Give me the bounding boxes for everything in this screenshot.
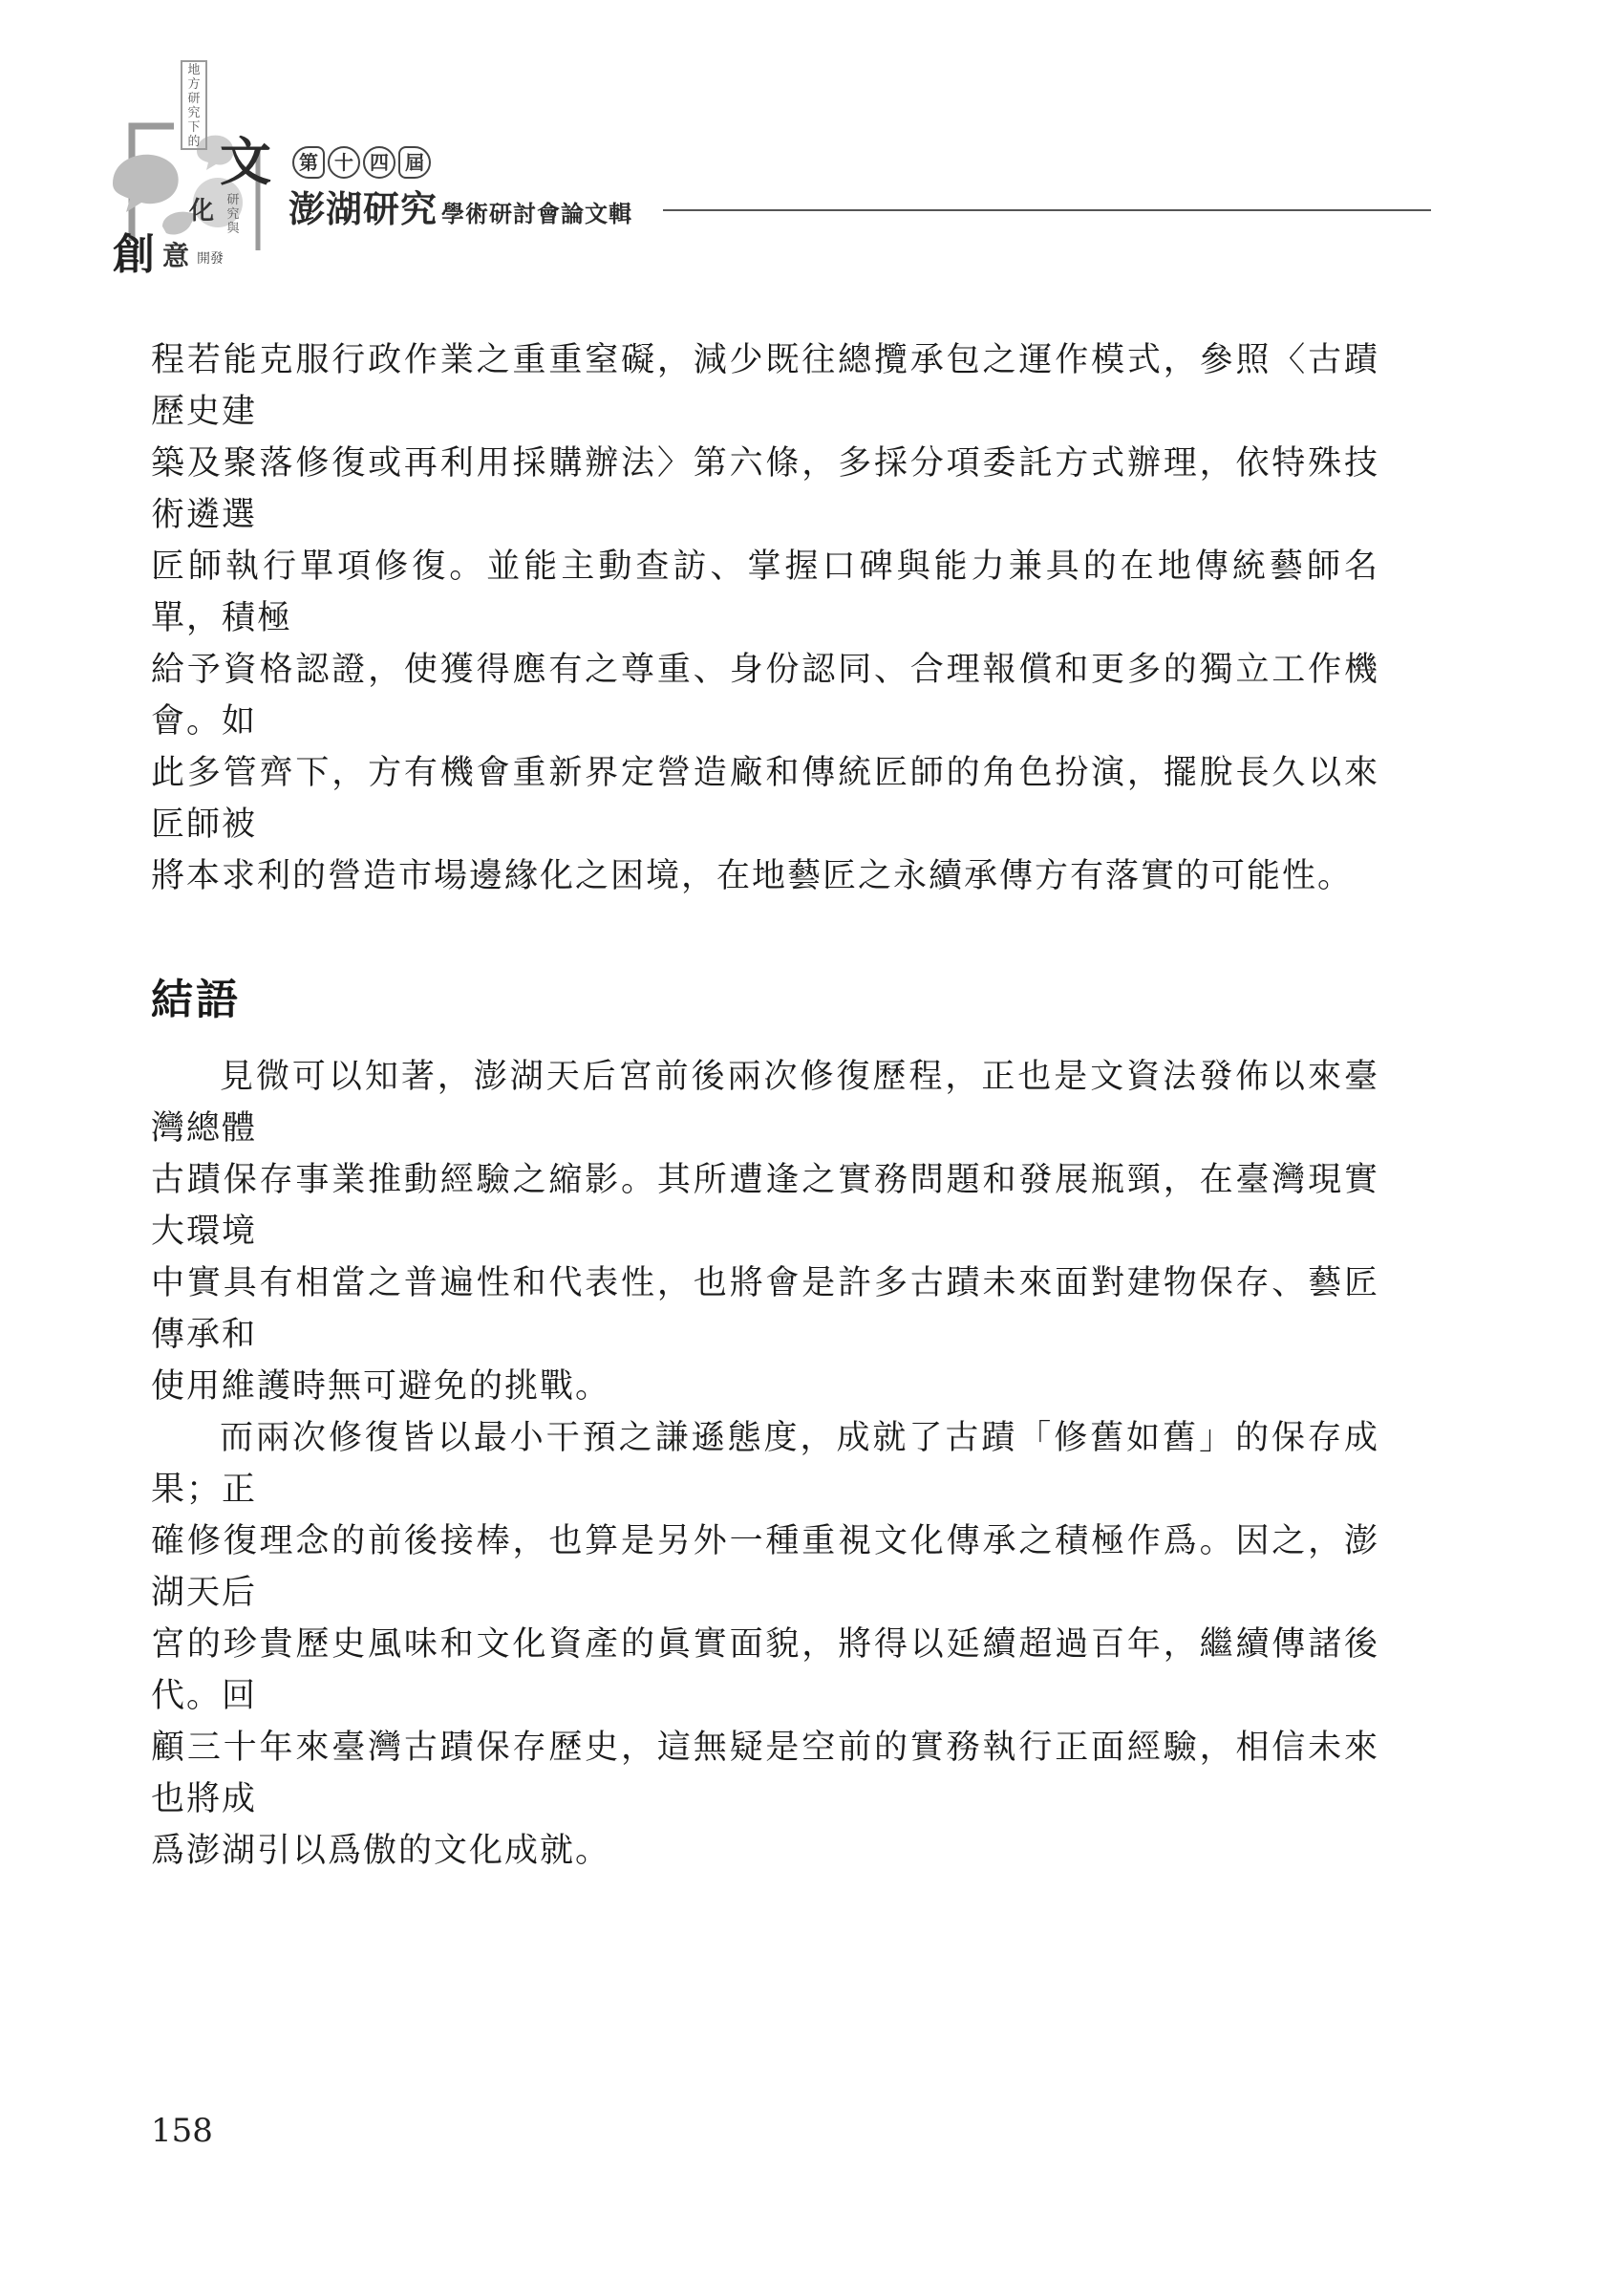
logo-char-wen: 文 [220, 131, 271, 192]
series-title-main: 澎湖研究 [288, 187, 438, 230]
page-number: 158 [151, 2112, 213, 2150]
body-paragraph-2: 見微可以知著，澎湖天后宮前後兩次修復歷程，正也是文資法發佈以來臺灣總體 古蹟保存事業推動經驗之縮影。其所遭逢之實務問題和發展瓶頸，在臺灣現實大環境 中實具有相當之普遍性和代表性，也將會是許多古蹟未來面對建物保存、藝匠傳承和 使用維護時無可避免的挑戰。 [151, 1058, 1379, 1406]
edition-char: 十 [328, 146, 360, 179]
section-heading: 結語 [151, 976, 241, 1024]
edition-char: 第 [292, 146, 325, 179]
logo-char-hua: 化 [189, 197, 215, 226]
conference-logo [105, 59, 296, 279]
edition-label [292, 145, 434, 180]
series-title-sub: 學術研討會論文輯 [441, 200, 633, 227]
logo-small-kaifa: 開發 [197, 251, 224, 267]
logo-char-chuang: 創 [113, 230, 155, 279]
header-divider [663, 209, 1431, 211]
body-paragraph-1: 程若能克服行政作業之重重窒礙，減少既往總攬承包之運作模式，參照〈古蹟歷史建 築及聚落修復或再利用採購辦法〉第六條，多採分項委託方式辦理，依特殊技術遴選 匠師執行單項修復。並能主動查訪、掌握口碑與能力兼具的在地傳統藝師名單，積極 給予資格認證，使獲得應有之尊重、身份認同、合理報償和更多的獨立工作機會。如 此多管齊下，方有機會重新界定營造廠和傳統匠師的角色扮演，擺脫長久以來匠師被 將本求利的營造市場邊緣化之困境，在地藝匠之永續承傳方有落實的可能性。 [151, 341, 1379, 895]
logo-vertical-text: 地方研究下的 [187, 63, 201, 149]
logo-vertical-text-2: 研究與 [226, 193, 240, 236]
logo-char-yi: 意 [162, 240, 190, 271]
edition-char: 屆 [398, 146, 431, 179]
body-paragraph-3: 而兩次修復皆以最小干預之謙遜態度，成就了古蹟「修舊如舊」的保存成果；正 確修復理念的前後接棒，也算是另外一種重視文化傳承之積極作爲。因之，澎湖天后 宮的珍貴歷史風味和文化資產的眞實面貌，將得以延續超過百年，繼續傳諸後代。回 顧三十年來臺灣古蹟保存歷史，這無疑是空前的實務執行正面經驗，相信未來也將成 爲澎湖引以爲傲的文化成就。 [151, 1419, 1379, 1870]
page-body [151, 334, 1379, 1877]
edition-char: 四 [363, 146, 395, 179]
page-header [0, 0, 1624, 287]
series-title [288, 180, 632, 232]
